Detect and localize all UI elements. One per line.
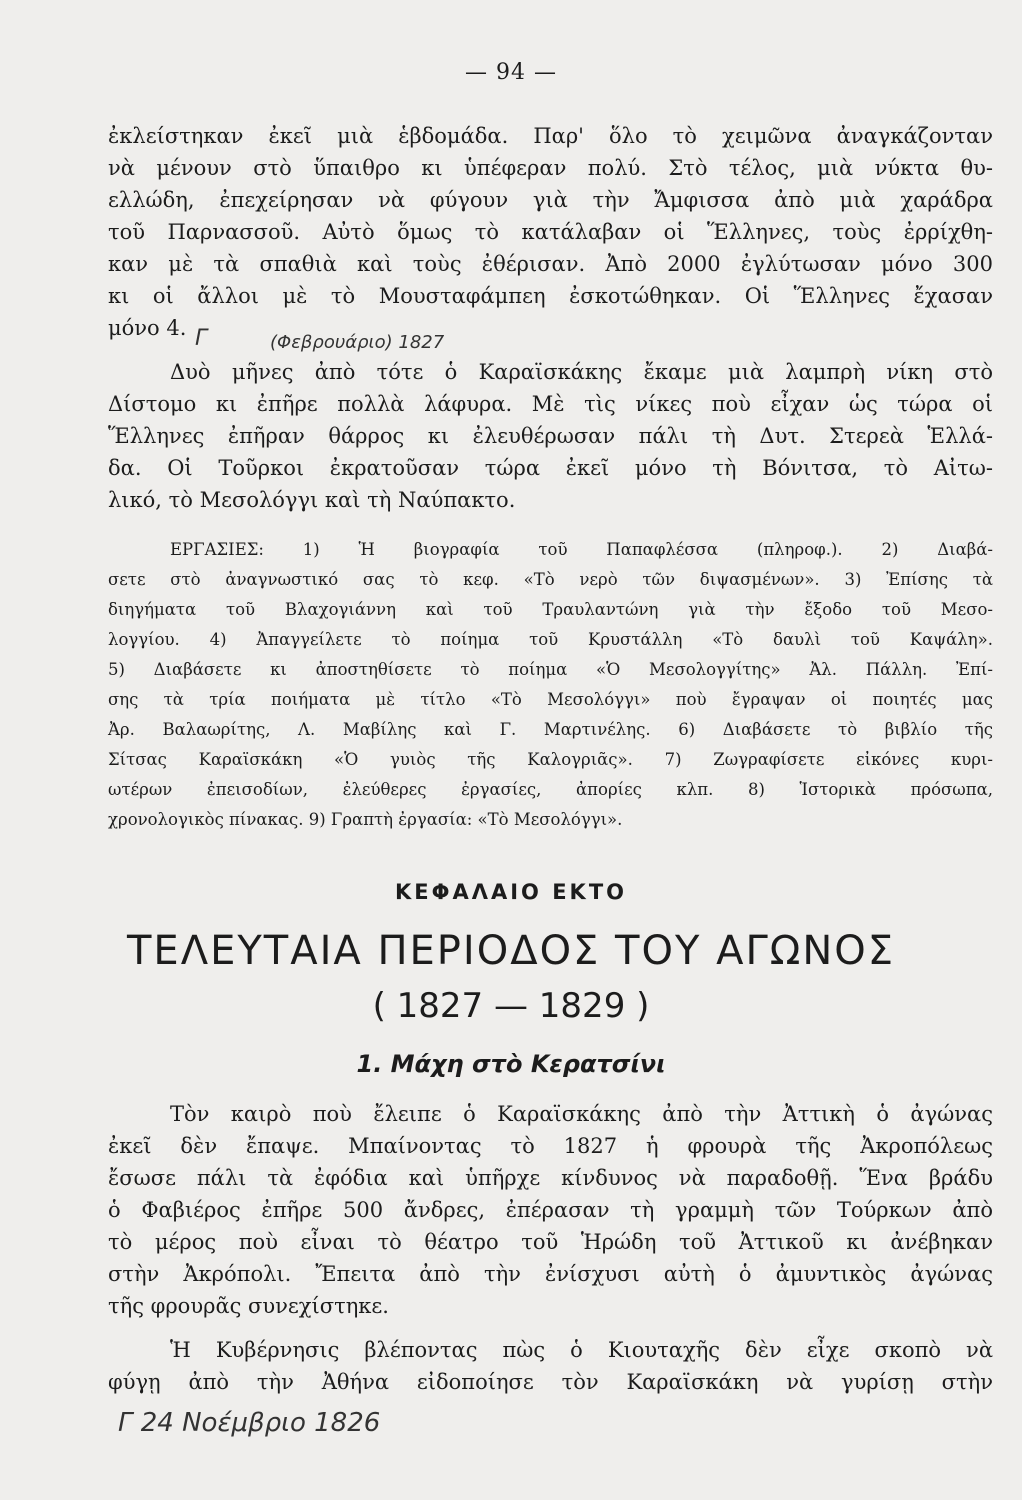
text-line: κι οἱ ἄλλοι μὲ τὸ Μουσταφάμπεη ἐσκοτώθηκαν. Οἱ Ἕλληνες ἔχασαν bbox=[108, 284, 993, 308]
text-line: Ἡ Κυβέρνησις βλέποντας πὼς ὁ Κιουταχῆς δὲν εἶχε σκοπὸ νὰ bbox=[170, 1338, 993, 1362]
paragraph-4 bbox=[108, 1334, 993, 1398]
text-line: τοῦ Παρνασσοῦ. Αὐτὸ ὅμως τὸ κατάλαβαν οἱ Ἕλληνες, τοὺς ἐρρίχθη- bbox=[108, 220, 993, 244]
text-line: δα. Οἱ Τοῦρκοι ἐκρατοῦσαν τώρα ἐκεῖ μόνο τὴ Βόνιτσα, τὸ Αἰτω- bbox=[108, 456, 993, 480]
text-line: ωτέρων ἐπεισοδίων, ἐλεύθερες ἐργασίες, ἀπορίες κλπ. 8) Ἱστορικὰ πρόσωπα, bbox=[108, 780, 993, 799]
text-line: σετε στὸ ἀναγνωστικό σας τὸ κεφ. «Τὸ νερὸ τῶν διψασμένων». 3) Ἐπίσης τὰ bbox=[108, 570, 993, 589]
text-line: Σίτσας Καραϊσκάκη «Ὁ γυιὸς τῆς Καλογριᾶς». 7) Ζωγραφίσετε εἰκόνες κυρι- bbox=[108, 750, 993, 769]
paragraph-1 bbox=[108, 120, 993, 344]
text-line: καν μὲ τὰ σπαθιὰ καὶ τοὺς ἐθέρισαν. Ἀπὸ 2000 ἐγλύτωσαν μόνο 300 bbox=[108, 252, 993, 276]
handwritten-mark: Γ bbox=[195, 326, 208, 351]
text-line: Ἕλληνες ἐπῆραν θάρρος κι ἐλευθέρωσαν πάλι τὴ Δυτ. Στερεὰ Ἑλλά- bbox=[108, 424, 993, 448]
text-line: νὰ μένουν στὸ ὕπαιθρο κι ὑπέφεραν πολύ. Στὸ τέλος, μιὰ νύκτα θυ- bbox=[108, 156, 993, 180]
text-line: στὴν Ἀκρόπολι. Ἔπειτα ἀπὸ τὴν ἐνίσχυσι αὐτὴ ὁ ἀμυντικὸς ἀγώνας bbox=[108, 1262, 993, 1286]
handwritten-date: Γ 24 Νοέμβριο 1826 bbox=[118, 1408, 381, 1438]
text-line: ελλώδη, ἐπεχείρησαν νὰ φύγουν γιὰ τὴν Ἄμφισσα ἀπὸ μιὰ χαράδρα bbox=[108, 188, 993, 212]
text-line: Ἀρ. Βαλαωρίτης, Λ. Μαβίλης καὶ Γ. Μαρτινέλης. 6) Διαβάσετε τὸ βιβλίο τῆς bbox=[108, 720, 993, 739]
text-line: διηγήματα τοῦ Βλαχογιάννη καὶ τοῦ Τραυλαντώνη γιὰ τὴν ἔξοδο τοῦ Μεσο- bbox=[108, 600, 993, 619]
text-line: ἔσωσε πάλι τὰ ἐφόδια καὶ ὑπῆρχε κίνδυνος νὰ παραδοθῇ. Ἕνα βράδυ bbox=[108, 1166, 993, 1190]
page-number: — 94 — bbox=[465, 60, 557, 85]
chapter-label: ΚΕΦΑΛΑΙΟ ΕΚΤΟ bbox=[395, 880, 627, 904]
text-line: λογγίου. 4) Ἀπαγγείλετε τὸ ποίημα τοῦ Κρυστάλλη «Τὸ δαυλὶ τοῦ Καψάλη». bbox=[108, 630, 993, 649]
text-line: ἐκεῖ δὲν ἔπαψε. Μπαίνοντας τὸ 1827 ἡ φρουρὰ τῆς Ἀκροπόλεως bbox=[108, 1134, 993, 1158]
chapter-years: ( 1827 — 1829 ) bbox=[372, 986, 650, 1026]
text-line: Τὸν καιρὸ ποὺ ἔλειπε ὁ Καραϊσκάκης ἀπὸ τὴν Ἀττικὴ ὁ ἀγώνας bbox=[170, 1102, 993, 1126]
paragraph-3 bbox=[108, 1098, 993, 1322]
text-line: ἐκλείστηκαν ἐκεῖ μιὰ ἑβδομάδα. Παρ' ὅλο τὸ χειμῶνα ἀναγκάζονταν bbox=[108, 124, 993, 148]
text-line: χρονολογικὸς πίνακας. 9) Γραπτὴ ἐργασία: «Τὸ Μεσολόγγι». bbox=[108, 810, 623, 829]
text-line: τὸ μέρος ποὺ εἶναι τὸ θέατρο τοῦ Ἡρώδη τοῦ Ἀττικοῦ κι ἀνέβηκαν bbox=[108, 1230, 993, 1254]
handwritten-note: (Φεβρουάριο) 1827 bbox=[270, 332, 445, 353]
paragraph-2 bbox=[108, 356, 993, 516]
text-line: τῆς φρουρᾶς συνεχίστηκε. bbox=[108, 1294, 389, 1318]
text-line: σης τὰ τρία ποιήματα μὲ τίτλο «Τὸ Μεσολόγγι» ποὺ ἔγραψαν οἱ ποιητές μας bbox=[108, 690, 993, 709]
text-line: λικό, τὸ Μεσολόγγι καὶ τὴ Ναύπακτο. bbox=[108, 488, 516, 512]
exercises bbox=[108, 535, 993, 835]
text-line: 5) Διαβάσετε κι ἀποστηθίσετε τὸ ποίημα «Ὁ Μεσολογγίτης» Ἀλ. Πάλλη. Ἐπί- bbox=[108, 660, 993, 679]
chapter-title: ΤΕΛΕΥΤΑΙΑ ΠΕΡΙΟΔΟΣ ΤΟΥ ΑΓΩΝΟΣ bbox=[127, 928, 895, 974]
text-line: μόνο 4. bbox=[108, 316, 187, 340]
text-line: φύγῃ ἀπὸ τὴν Ἀθήνα εἰδοποίησε τὸν Καραϊσκάκη νὰ γυρίσῃ στὴν bbox=[108, 1370, 993, 1394]
section-title: 1. Μάχη στὸ Κερατσίνι bbox=[356, 1050, 666, 1078]
text-line: Δίστομο κι ἐπῆρε πολλὰ λάφυρα. Μὲ τὶς νίκες ποὺ εἶχαν ὡς τώρα οἱ bbox=[108, 392, 993, 416]
text-line: ὁ Φαβιέρος ἐπῆρε 500 ἄνδρες, ἐπέρασαν τὴ γραμμὴ τῶν Τούρκων ἀπὸ bbox=[108, 1198, 993, 1222]
text-line: Δυὸ μῆνες ἀπὸ τότε ὁ Καραϊσκάκης ἔκαμε μιὰ λαμπρὴ νίκη στὸ bbox=[170, 360, 993, 384]
text-line: ΕΡΓΑΣΙΕΣ: 1) Ἡ βιογραφία τοῦ Παπαφλέσσα (πληροφ.). 2) Διαβά- bbox=[170, 540, 993, 559]
